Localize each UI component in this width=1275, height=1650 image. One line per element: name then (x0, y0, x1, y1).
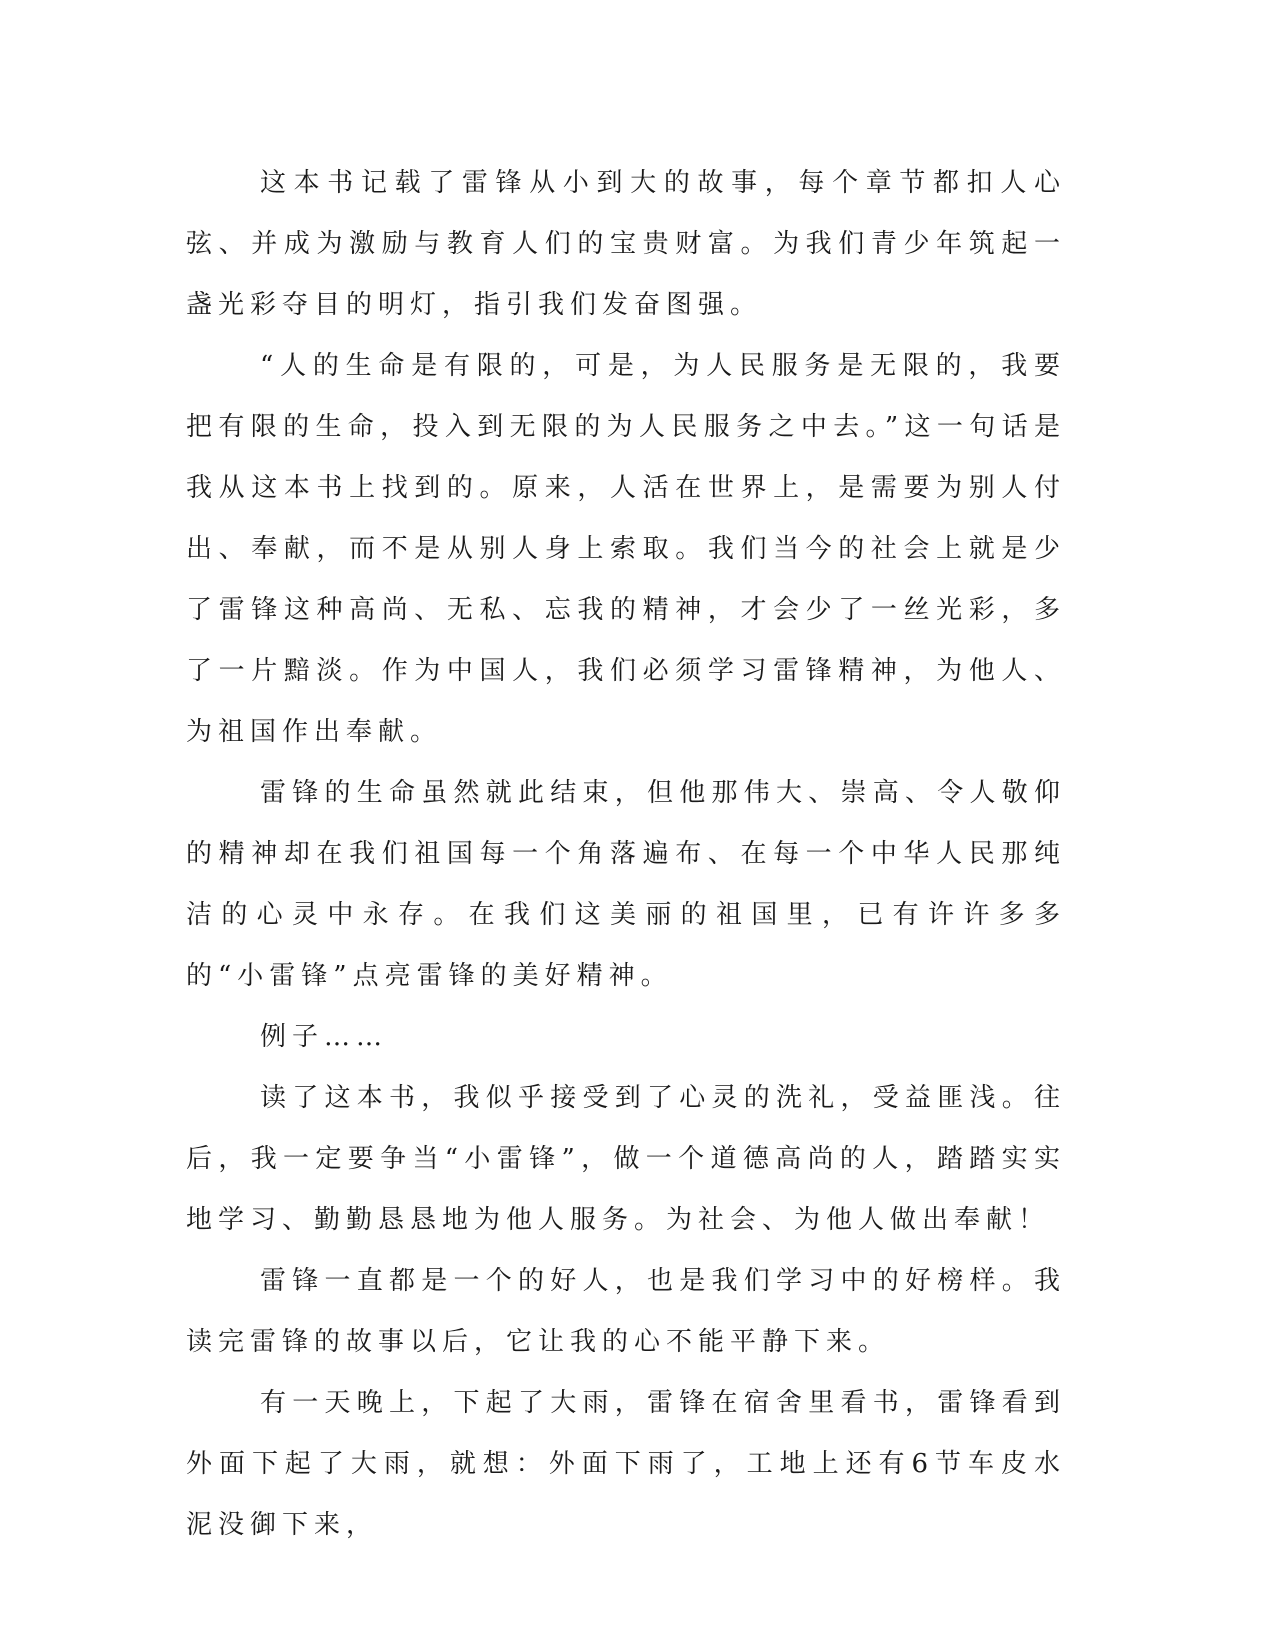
paragraph-intro: 这本书记载了雷锋从小到大的故事，每个章节都扣人心弦、并成为激励与教育人们的宝贵财富。为我们青少年筑起一盏光彩夺目的明灯，指引我们发奋图强。 (186, 168, 1066, 320)
paragraph-spirit: 雷锋的生命虽然就此结束，但他那伟大、崇高、令人敬仰的精神却在我们祖国每一个角落遍布、在每一个中华人民那纯洁的心灵中永存。在我们这美丽的祖国里，已有许许多多的“小雷锋”点亮雷锋的美好精神。 (186, 778, 1066, 991)
paragraph-quote: “人的生命是有限的，可是，为人民服务是无限的，我要把有限的生命，投入到无限的为人民服务之中去。”这一句话是我从这本书上找到的。原来，人活在世界上，是需要为别人付出、奉献，而不是从别人身上索取。我们当今的社会上就是少了雷锋这种高尚、无私、忘我的精神，才会少了一丝光彩，多了一片黯淡。作为中国人，我们必须学习雷锋精神，为他人、为祖国作出奉献。 (186, 351, 1066, 747)
paragraph-reflection: 读了这本书，我似乎接受到了心灵的洗礼，受益匪浅。往后，我一定要争当“小雷锋”，做一个道德高尚的人，踏踏实实地学习、勤勤恳恳地为他人服务。为社会、为他人做出奉献！ (186, 1083, 1066, 1235)
document-body (186, 153, 1066, 1556)
paragraph-role-model: 雷锋一直都是一个的好人，也是我们学习中的好榜样。我读完雷锋的故事以后，它让我的心不能平静下来。 (186, 1266, 1066, 1357)
paragraph-story: 有一天晚上，下起了大雨，雷锋在宿舍里看书，雷锋看到外面下起了大雨，就想：外面下雨了，工地上还有6节车皮水泥没御下来， (186, 1388, 1066, 1540)
paragraph-example: 例子…… (260, 1022, 389, 1052)
